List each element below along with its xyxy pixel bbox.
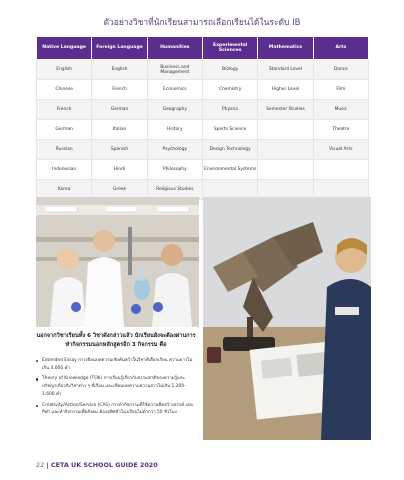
list-item: Theory of Knowledge (TOK) การเรียนรู้เกี่ยวกับธรรมชาติของความรู้และปรัชญาเกี่ยวกับวิชาต่าง ๆ ที่เรียน และเขียนบทความความยาวไม่เกิน 1,200-1,600 คำ xyxy=(36,375,196,398)
page-title: ตัวอย่างวิชาที่นักเรียนสามารถเลือกเรียนได้ในระดับ IB xyxy=(103,18,301,28)
page-footer xyxy=(36,461,158,469)
table-cell: Psychology xyxy=(147,140,202,160)
table-cell: Physics xyxy=(202,100,257,120)
table-cell: Sports Science xyxy=(202,120,257,140)
header-mathematics: Mathematics xyxy=(258,37,313,60)
table-row xyxy=(37,100,369,120)
laboratory-students-photo xyxy=(36,197,199,327)
table-header-row xyxy=(37,37,369,60)
table-cell: Economics xyxy=(147,80,202,100)
list-item: Extended Essay การเขียนบทความเชิงค้นคว้าในวิชาที่เลือกเรียน ความยาวไม่เกิน 4,000 คำ xyxy=(36,357,196,372)
table-cell: Chemistry xyxy=(202,80,257,100)
table-cell: Italian xyxy=(92,120,147,140)
art-photo-illustration xyxy=(203,197,371,440)
table-row xyxy=(37,120,369,140)
publication-name: CETA UK SCHOOL GUIDE 2020 xyxy=(50,461,158,469)
table-cell: Theatre xyxy=(313,120,368,140)
page-number: 22 xyxy=(36,461,45,469)
table-cell: Religious Studies xyxy=(147,180,202,200)
table-cell: Business and Management xyxy=(147,60,202,80)
table-row xyxy=(37,160,369,180)
table-cell: Hindi xyxy=(92,160,147,180)
table-cell: Film xyxy=(313,80,368,100)
header-experimental-sciences: Experimental Sciences xyxy=(202,37,257,60)
table-cell: Environmental Systems xyxy=(202,160,257,180)
table-cell: Visual Arts xyxy=(313,140,368,160)
laboratory-photo-illustration xyxy=(36,197,199,327)
footer-separator: | xyxy=(46,461,49,469)
table-row xyxy=(37,60,369,80)
subjects-table xyxy=(36,36,369,200)
list-item: Creativity/Action/Service (CAS) การทำกิจกรรมที่ใช้ความคิดสร้างสรรค์ เล่นกีฬา และทำกิจกรรมเพื่อสังคม ต้องอุทิศชั่วโมงเรียนไม่ต่ำกว่า 50 ชั่วโมง xyxy=(36,402,196,417)
table-cell: Design Technology xyxy=(202,140,257,160)
header-foreign-language: Foreign Language xyxy=(92,37,147,60)
table-cell: English xyxy=(92,60,147,80)
table-cell xyxy=(258,120,313,140)
table-cell: Russian xyxy=(37,140,92,160)
table-cell: Dance xyxy=(313,60,368,80)
table-row xyxy=(37,80,369,100)
table-cell: Semester Studies xyxy=(258,100,313,120)
table-cell: German xyxy=(37,120,92,140)
table-cell: Geography xyxy=(147,100,202,120)
table-cell: Indonesian xyxy=(37,160,92,180)
table-cell: Philosophy xyxy=(147,160,202,180)
table-cell xyxy=(258,140,313,160)
table-cell: Greek xyxy=(92,180,147,200)
table-cell: Standard Level xyxy=(258,60,313,80)
table-cell: Biology xyxy=(202,60,257,80)
table-cell: Music xyxy=(313,100,368,120)
table-cell xyxy=(313,160,368,180)
table-cell: French xyxy=(37,100,92,120)
art-student-photo xyxy=(203,197,371,440)
table-cell: Chinese xyxy=(37,80,92,100)
table-cell: Higher Level xyxy=(258,80,313,100)
table-cell: History xyxy=(147,120,202,140)
header-humanities: Humanities xyxy=(147,37,202,60)
header-arts: Arts xyxy=(313,37,368,60)
activities-list xyxy=(36,357,196,420)
table-cell: Spanish xyxy=(92,140,147,160)
table-cell: English xyxy=(37,60,92,80)
table-cell: Korea xyxy=(37,180,92,200)
table-cell xyxy=(258,160,313,180)
header-native-language: Native Language xyxy=(37,37,92,60)
activities-caption: นอกจากวิชาเรียนทั้ง 6 วิชาดังกล่าวแล้ว นักเรียนยังจะต้องผ่านการทำกิจกรรมนอกหลักสูตรอีก 3 กิจกรรม คือ xyxy=(36,333,196,348)
table-cell: French xyxy=(92,80,147,100)
table-cell: German xyxy=(92,100,147,120)
table-row xyxy=(37,140,369,160)
